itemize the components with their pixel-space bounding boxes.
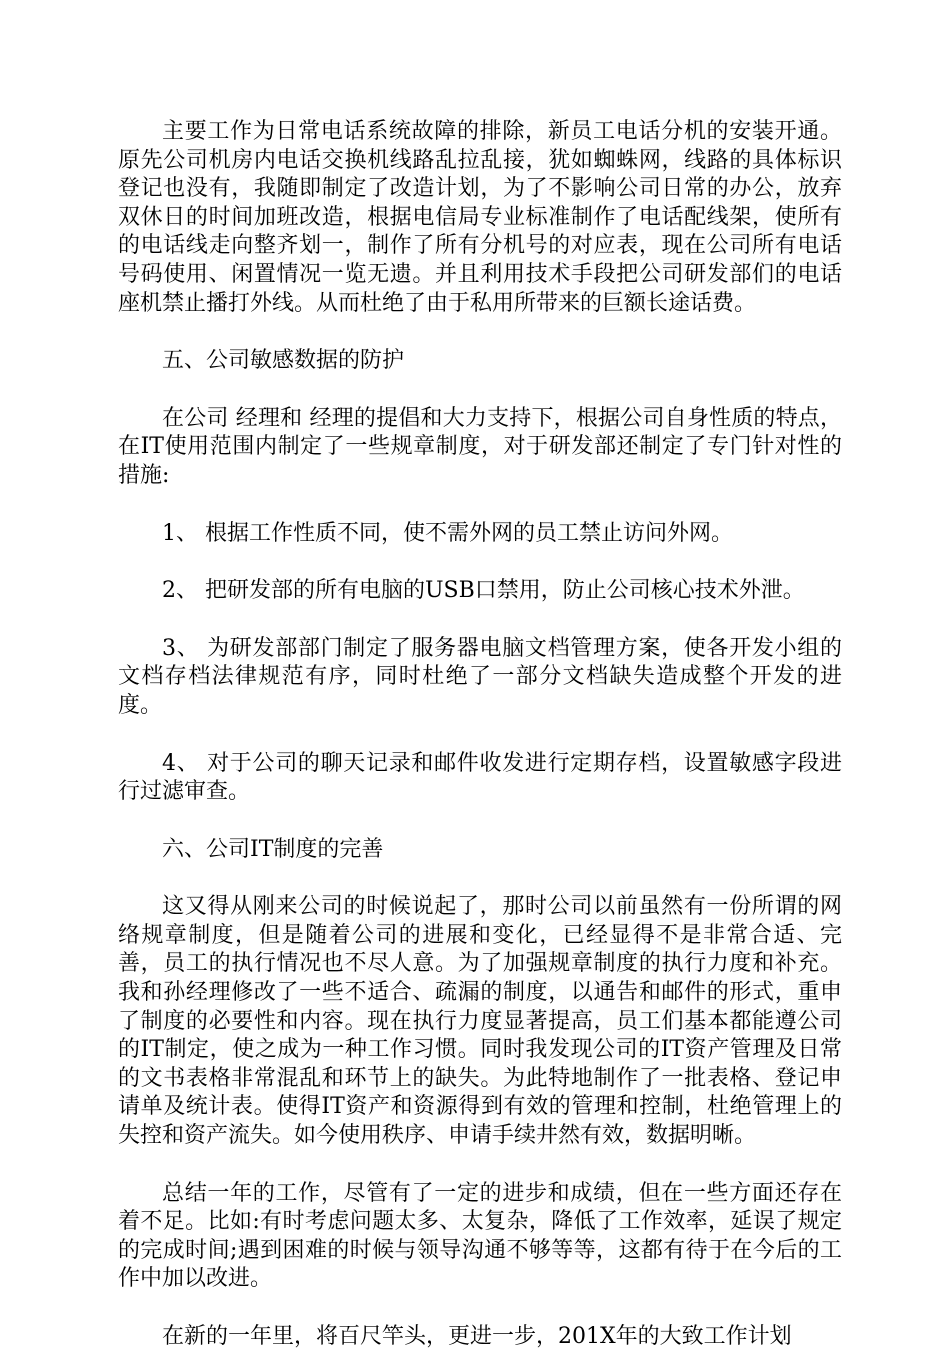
paragraph-it-policy: 这又得从刚来公司的时候说起了，那时公司以前虽然有一份所谓的网络规章制度，但是随着公司的进展和变化，已经显得不是非常合适、完善，员工的执行情况也不尽人意。为了加强规章制度的执行力度和补充。我和孙经理修改了一些不适合、疏漏的制度，以通告和邮件的形式，重申了制度的必要性和内容。现在执行力度显著提高，员工们基本都能遵公司的IT制定，使之成为一种工作习惯。同时我发现公司的IT资产管理及日常的文书表格非常混乱和环节上的缺失。为此特地制作了一批表格、登记申请单及统计表。使得IT资产和资源得到有效的管理和控制，杜绝管理上的失控和资产流失。如今使用秩序、申请手续井然有效，数据明晰。: [118, 894, 842, 1149]
list-item-2: 2、 把研发部的所有电脑的USB口禁用，防止公司核心技术外泄。: [162, 578, 805, 604]
paragraph-next-year: 在新的一年里，将百尺竿头，更进一步，201X年的大致工作计划: [162, 1324, 792, 1349]
section-heading-data-protection: 五、公司敏感数据的防护: [162, 348, 405, 374]
list-item-4: 4、 对于公司的聊天记录和邮件收发进行定期存档，设置敏感字段进行过滤审查。: [118, 750, 842, 805]
document-page: [118, 118, 842, 1352]
paragraph-summary: 总结一年的工作，尽管有了一定的进步和成绩，但在一些方面还存在着不足。比如:有时考虑问题太多、太复杂，降低了工作效率，延误了规定的完成时间;遇到困难的时候与领导沟通不够等等，这都有待于在今后的工作中加以改进。: [118, 1180, 842, 1292]
paragraph-phone-system: 主要工作为日常电话系统故障的排除，新员工电话分机的安装开通。原先公司机房内电话交换机线路乱拉乱接，犹如蜘蛛网，线路的具体标识登记也没有，我随即制定了改造计划，为了不影响公司日常的办公，放弃双休日的时间加班改造，根据电信局专业标准制作了电话配线架，使所有的电话线走向整齐划一，制作了所有分机号的对应表，现在公司所有电话号码使用、闲置情况一览无遗。并且利用技术手段把公司研发部们的电话座机禁止播打外线。从而杜绝了由于私用所带来的巨额长途话费。: [118, 119, 842, 316]
paragraph-data-protection-intro: 在公司 经理和 经理的提倡和大力支持下，根据公司自身性质的特点，在IT使用范围内制定了一些规章制度，对于研发部还制定了专门针对性的措施:: [118, 405, 842, 488]
list-item-3: 3、 为研发部部门制定了服务器电脑文档管理方案，使各开发小组的文档存档法律规范有序，同时杜绝了一部分文档缺失造成整个开发的进度。: [118, 635, 842, 718]
list-item-1: 1、 根据工作性质不同，使不需外网的员工禁止访问外网。: [162, 520, 733, 546]
section-heading-it-policy: 六、公司IT制度的完善: [162, 836, 384, 862]
